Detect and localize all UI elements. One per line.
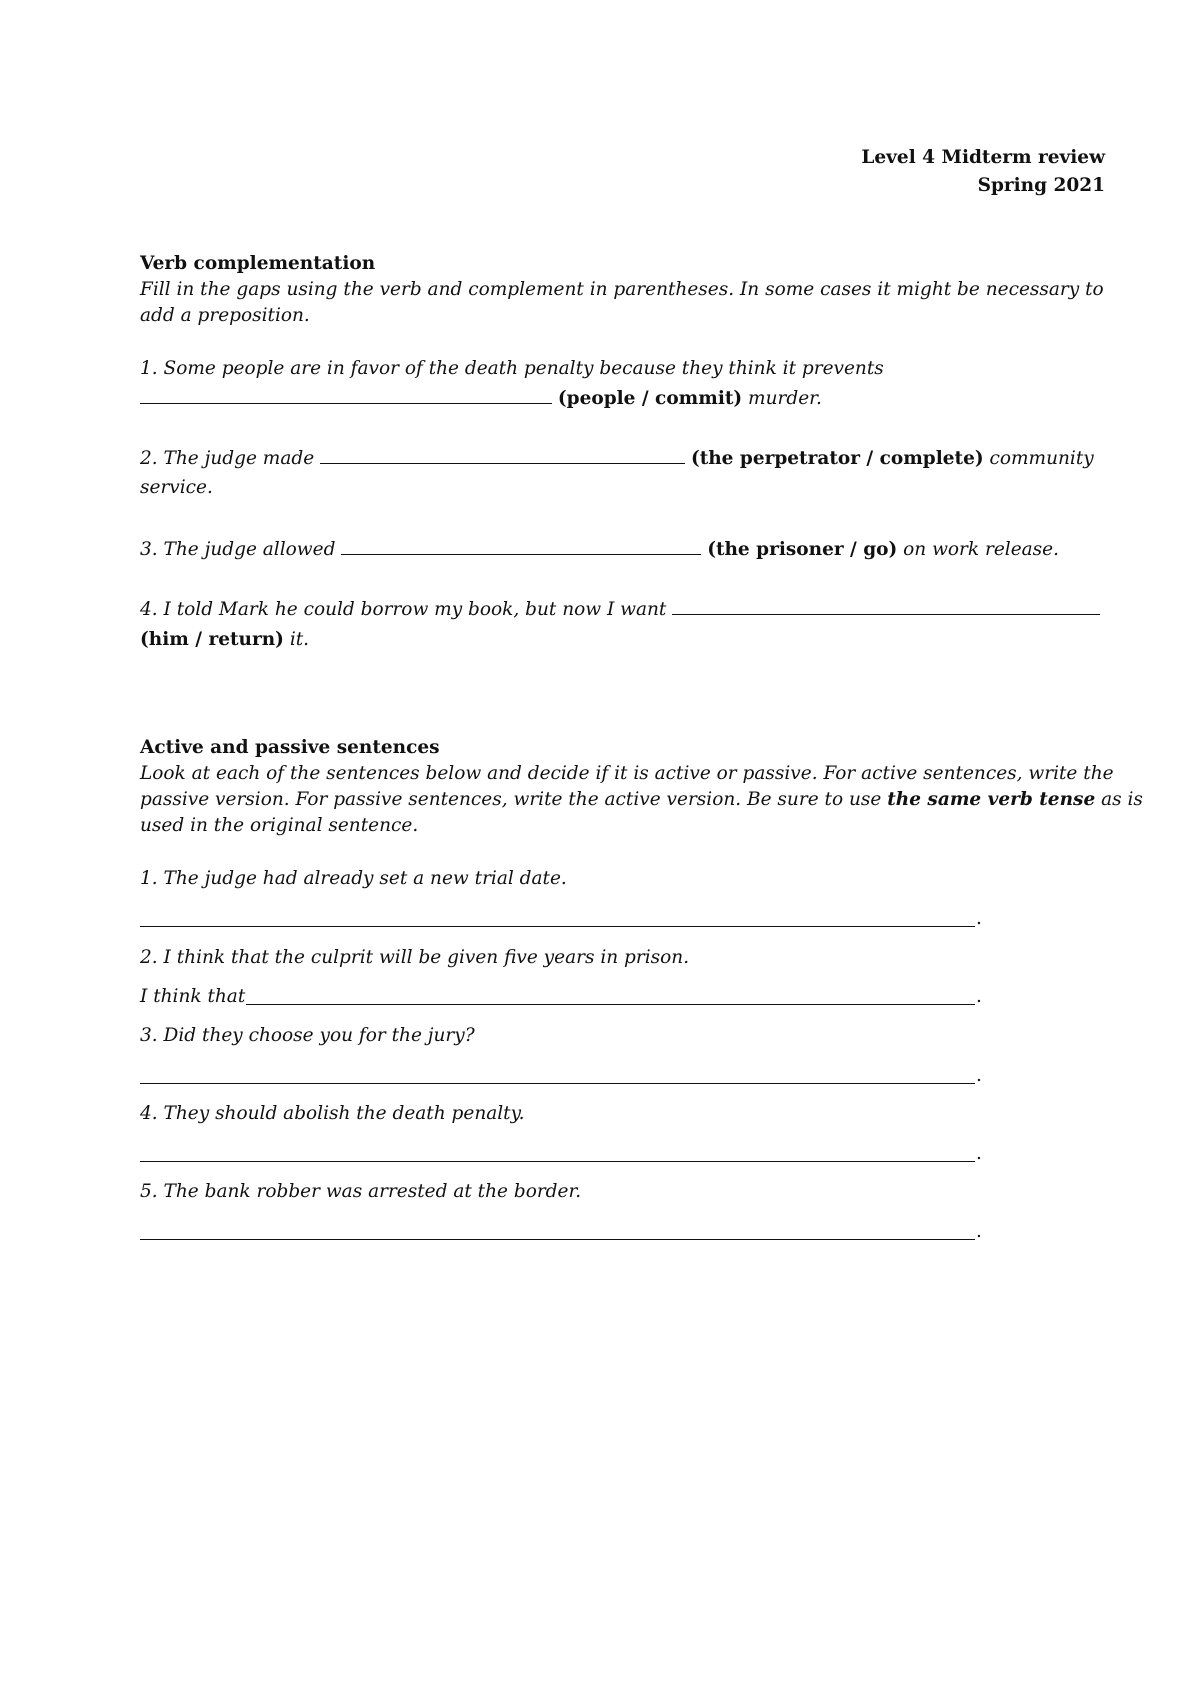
section2-instructions-emphasis: the same verb tense xyxy=(887,789,1096,810)
ap-question-3-answer-line[interactable] xyxy=(140,1083,975,1084)
ap-question-5-period: . xyxy=(976,1221,982,1242)
section2-instructions-line1: Look at each of the sentences below and decide if it is active or passive. For active sentences, write the xyxy=(140,763,1114,784)
ap-question-4-period: . xyxy=(976,1143,982,1164)
ap-question-3-period: . xyxy=(976,1065,982,1086)
worksheet-term: Spring 2021 xyxy=(977,175,1105,196)
section2-instructions-line3: used in the original sentence. xyxy=(140,815,419,836)
ap-question-2-answer-prefix: I think that xyxy=(140,986,246,1007)
vc-question-3-blank[interactable] xyxy=(341,536,701,555)
ap-question-1-answer-line[interactable] xyxy=(140,926,975,927)
ap-question-3-text: 3. Did they choose you for the jury? xyxy=(140,1025,475,1046)
vc-question-4-row xyxy=(140,596,1100,623)
vc-question-1-answer-row xyxy=(140,385,822,412)
vc-question-4-text: 4. I told Mark he could borrow my book, but now I want xyxy=(140,599,667,620)
section2-instructions-line2 xyxy=(140,787,1143,813)
vc-question-4-blank[interactable] xyxy=(672,596,1100,615)
vc-question-4-continuation xyxy=(140,627,309,653)
vc-question-2-blank[interactable] xyxy=(320,445,685,464)
worksheet-title: Level 4 Midterm review xyxy=(861,147,1105,168)
ap-question-5-answer-line[interactable] xyxy=(140,1239,975,1240)
vc-question-4-suffix: it. xyxy=(289,629,310,650)
ap-question-1-text: 1. The judge had already set a new trial date. xyxy=(140,868,567,889)
section1-instructions-line1: Fill in the gaps using the verb and complement in parentheses. In some cases it might be necessary to xyxy=(140,279,1104,300)
section2-instructions-line2-start: passive version. For passive sentences, write the active version. Be sure to use xyxy=(140,789,882,810)
ap-question-2-period: . xyxy=(976,986,982,1007)
vc-question-2-text: 2. The judge made xyxy=(140,448,315,469)
vc-question-2-continuation: service. xyxy=(140,477,213,498)
ap-question-5-text: 5. The bank robber was arrested at the border. xyxy=(140,1181,582,1202)
vc-question-3-suffix: on work release. xyxy=(903,539,1059,560)
ap-question-4-answer-line[interactable] xyxy=(140,1161,975,1162)
vc-question-4-cue: (him / return) xyxy=(140,629,284,650)
vc-question-3-row xyxy=(140,536,1059,563)
vc-question-2-cue: (the perpetrator / complete) xyxy=(690,448,984,469)
section-title-active-passive: Active and passive sentences xyxy=(140,737,440,758)
vc-question-1-blank[interactable] xyxy=(140,385,552,404)
vc-question-1-suffix: murder. xyxy=(748,388,822,409)
vc-question-3-cue: (the prisoner / go) xyxy=(707,539,898,560)
ap-question-4-text: 4. They should abolish the death penalty. xyxy=(140,1103,525,1124)
section2-instructions-line2-end: as is xyxy=(1101,789,1143,810)
section-title-verb-complementation: Verb complementation xyxy=(140,253,376,274)
ap-question-2-text: 2. I think that the culprit will be given five years in prison. xyxy=(140,947,690,968)
vc-question-1-cue: (people / commit) xyxy=(557,388,743,409)
vc-question-3-text: 3. The judge allowed xyxy=(140,539,336,560)
ap-question-1-period: . xyxy=(976,908,982,929)
ap-question-2-answer-line[interactable] xyxy=(246,1004,975,1005)
section1-instructions-line2: add a preposition. xyxy=(140,305,310,326)
vc-question-2-suffix: community xyxy=(989,448,1094,469)
vc-question-2-row xyxy=(140,445,1094,472)
vc-question-1-text: 1. Some people are in favor of the death penalty because they think it prevents xyxy=(140,358,884,379)
